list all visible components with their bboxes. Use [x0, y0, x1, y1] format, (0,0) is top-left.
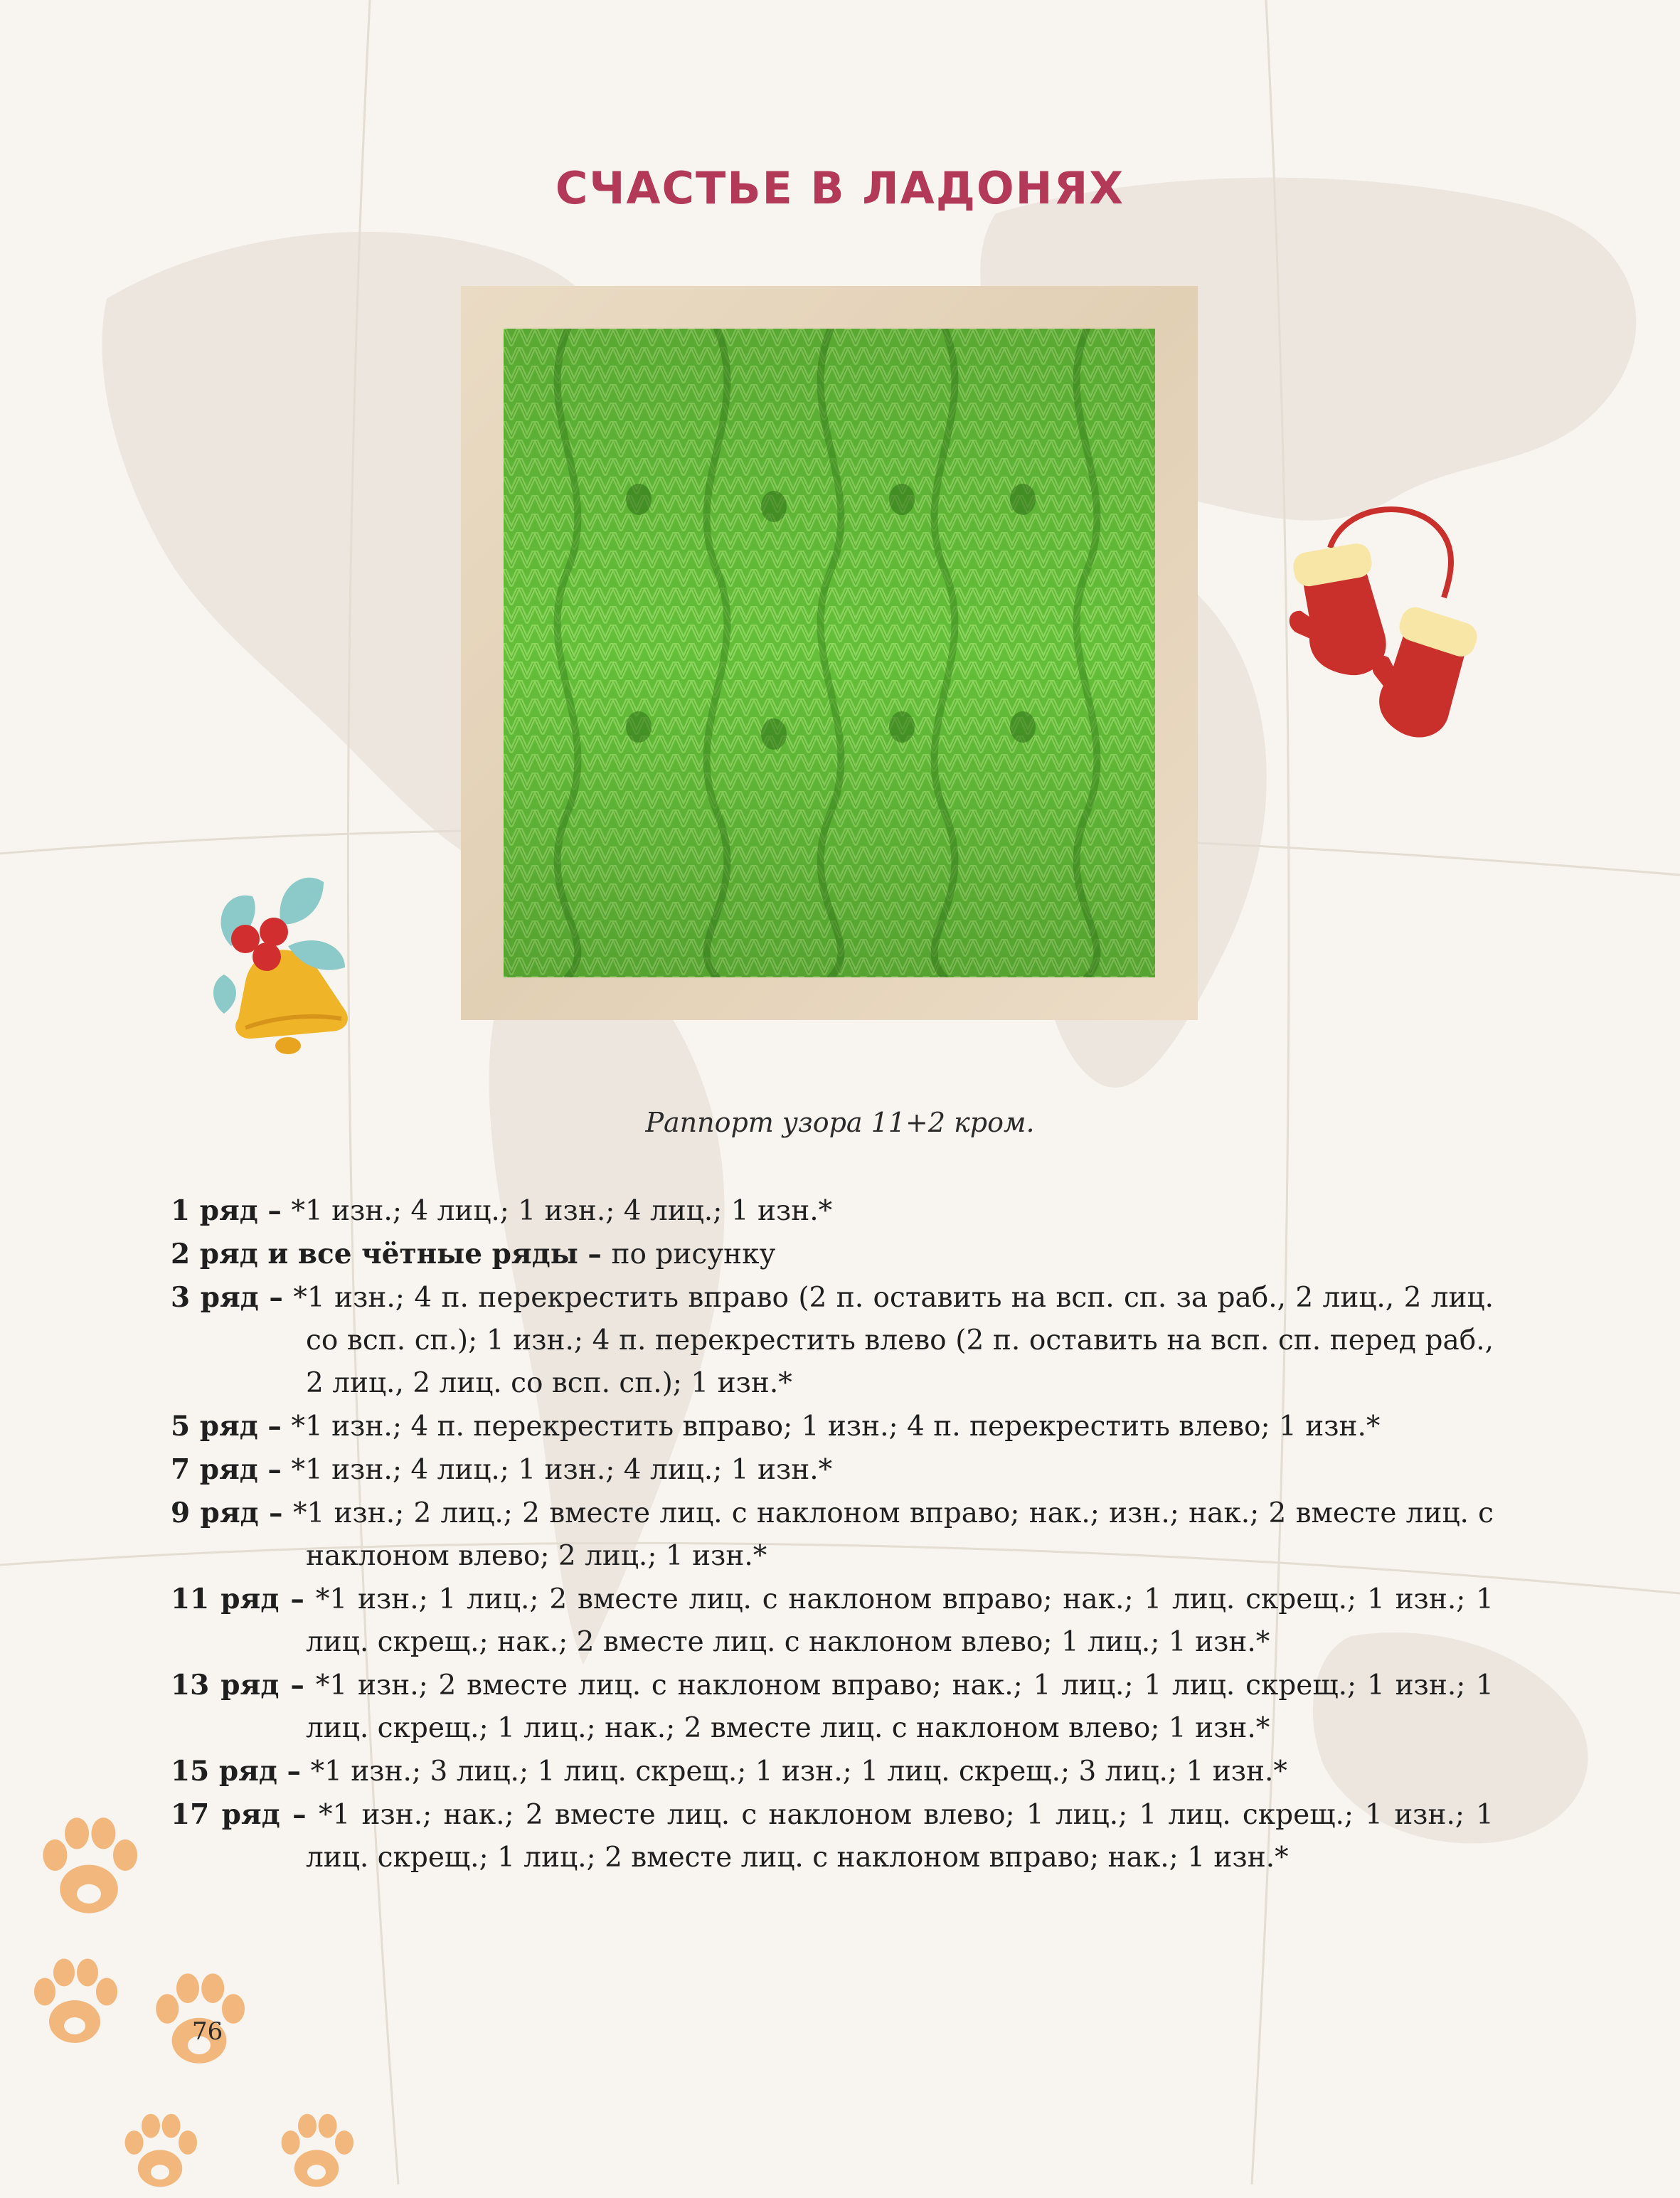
instruction-row: 1 ряд – *1 изн.; 4 лиц.; 1 изн.; 4 лиц.; 1 изн.*	[171, 1194, 833, 1227]
holly-bell-illustration	[203, 861, 366, 1060]
page-title: СЧАСТЬЕ В ЛАДОНЯХ	[555, 162, 1125, 214]
instruction-row: 3 ряд – *1 изн.; 4 п. перекрестить вправо (2 п. оставить на всп. сп. за раб., 2 лиц., 2 лиц. со всп. сп.); 1 изн.; 4 п. перекрестить влево (2 п. оставить на всп. сп. перед раб., 2 лиц., 2 лиц. со всп. сп.); 1 изн.*	[171, 1281, 1494, 1399]
knitted-cable-pattern	[504, 329, 1155, 977]
instruction-row: 17 ряд – *1 изн.; нак.; 2 вместе лиц. с наклоном влево; 1 лиц.; 1 лиц. скрещ.; 1 изн.; 1 лиц. скрещ.; 1 лиц.; 2 вместе лиц. с наклоном вправо; нак.; 1 изн.*	[171, 1798, 1494, 1874]
mittens-illustration	[1280, 498, 1494, 740]
instruction-row: 13 ряд – *1 изн.; 2 вместе лиц. с наклоном вправо; нак.; 1 лиц.; 1 лиц. скрещ.; 1 изн.; 1 лиц. скрещ.; 1 лиц.; нак.; 2 вместе лиц. с наклоном влево; 1 изн.*	[171, 1669, 1494, 1744]
instruction-row: 9 ряд – *1 изн.; 2 лиц.; 2 вместе лиц. с наклоном вправо; нак.; изн.; нак.; 2 вместе лиц. с наклоном влево; 2 лиц.; 1 изн.*	[171, 1497, 1494, 1572]
pattern-caption: Раппорт узора 11+2 кром.	[645, 1107, 1035, 1138]
paw-print-icon	[28, 1807, 149, 1928]
paw-print-icon	[21, 1949, 128, 2056]
instruction-row: 7 ряд – *1 изн.; 4 лиц.; 1 изн.; 4 лиц.; 1 изн.*	[171, 1453, 833, 1486]
instruction-row: 11 ряд – *1 изн.; 1 лиц.; 2 вместе лиц. с наклоном вправо; нак.; 1 лиц. скрещ.; 1 изн.; 1 лиц. скрещ.; нак.; 2 вместе лиц. с наклоном влево; 1 лиц.; 1 изн.*	[171, 1583, 1494, 1658]
pattern-instructions	[171, 1189, 1494, 1879]
instruction-row: 5 ряд – *1 изн.; 4 п. перекрестить вправо; 1 изн.; 4 п. перекрестить влево; 1 изн.*	[171, 1410, 1381, 1443]
instruction-row: 2 ряд и все чётные ряды – по рисунку	[171, 1238, 776, 1270]
page-number: 76	[192, 2017, 223, 2046]
instruction-row: 15 ряд – *1 изн.; 3 лиц.; 1 лиц. скрещ.; 1 изн.; 1 лиц. скрещ.; 3 лиц.; 1 изн.*	[171, 1755, 1287, 1788]
knitting-sample-photo	[461, 286, 1198, 1020]
